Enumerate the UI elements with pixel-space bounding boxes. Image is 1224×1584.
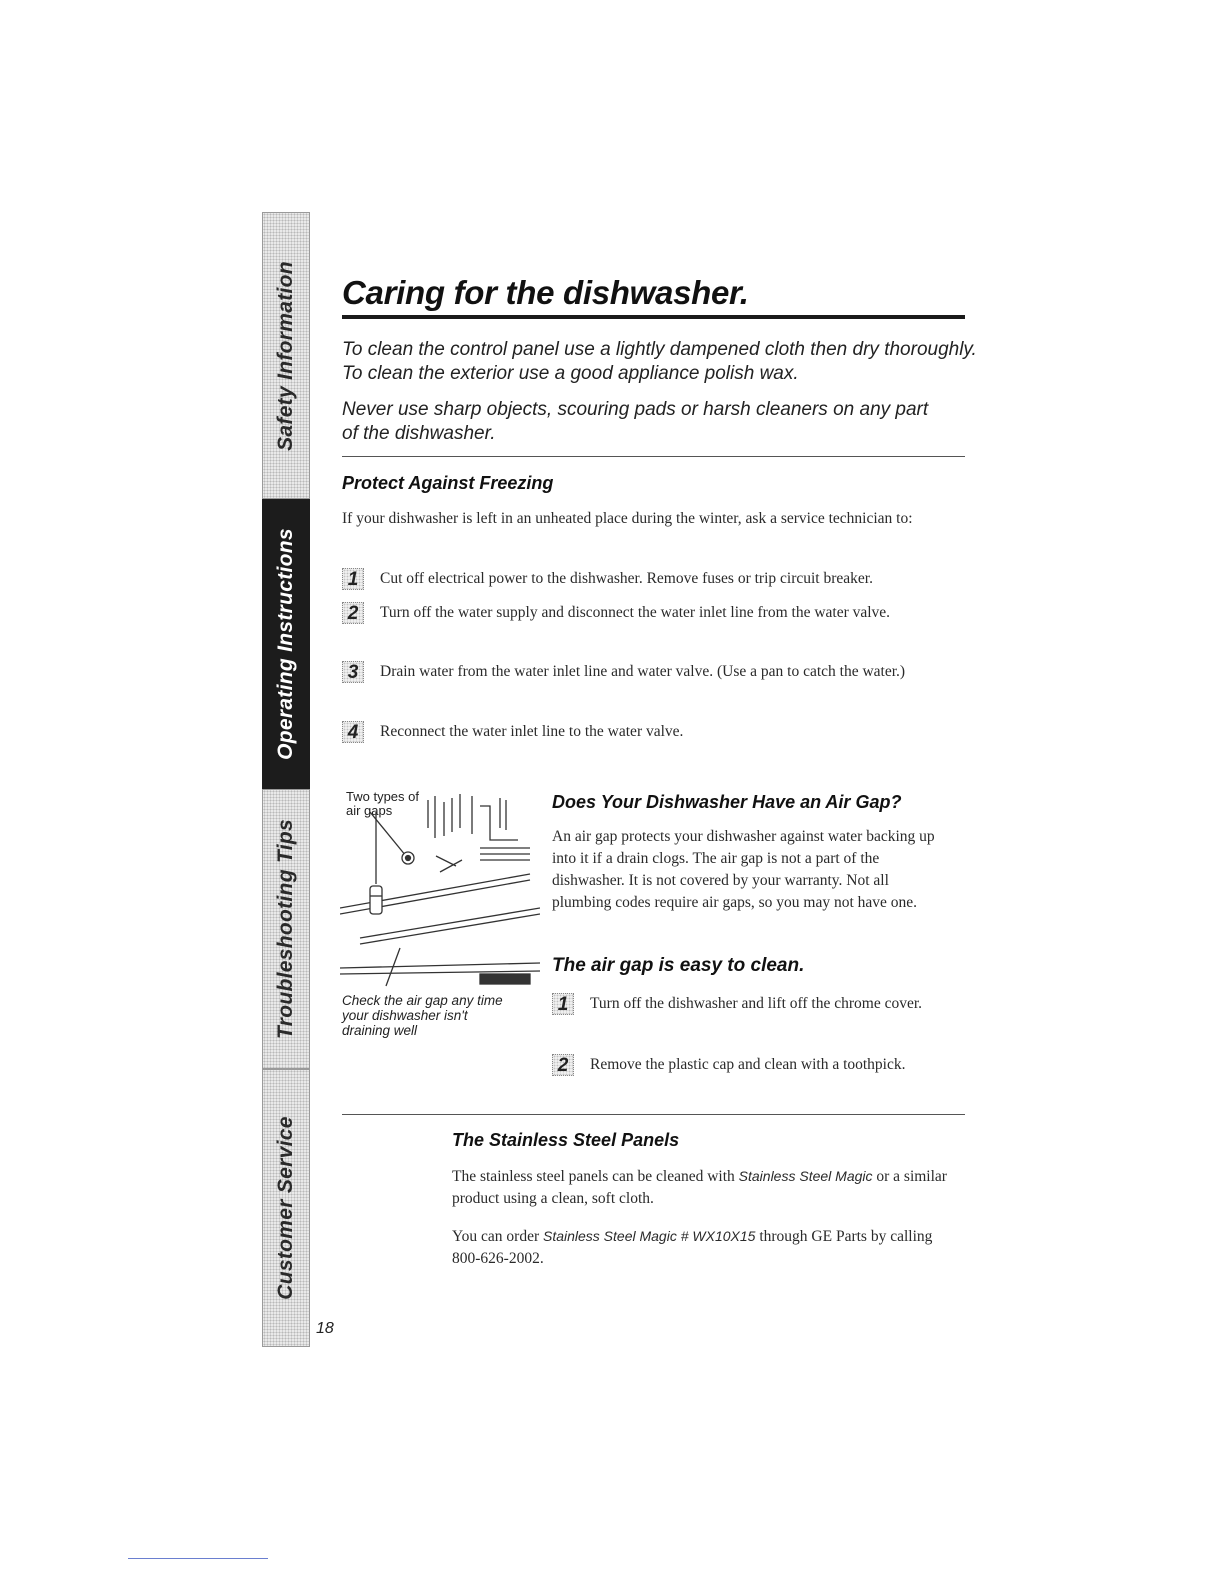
stainless-text: or a similar product using a clean, soft cloth. xyxy=(452,1168,947,1207)
page-title: Caring for the dishwasher. xyxy=(342,274,749,311)
step-number-badge: 1 xyxy=(342,568,364,590)
sidebar-tab-troubleshooting-tips[interactable] xyxy=(262,789,310,1069)
freezing-intro: If your dishwasher is left in an unheated place during the winter, ask a service technician to: xyxy=(342,510,913,527)
step-number-badge: 3 xyxy=(342,661,364,683)
air-gap-clean-heading: The air gap is easy to clean. xyxy=(552,955,805,976)
sidebar-tab-label: Customer Service xyxy=(274,1116,297,1300)
sidebar-tab-operating-instructions[interactable] xyxy=(262,499,310,789)
air-gap-text: An air gap protects your dishwasher against water backing up into it if a drain clogs. The air gap is not a part of the dishwasher. It is not covered by your warranty. Not all plumbing codes require air gaps, so you may not have one. xyxy=(552,828,935,911)
step-number-badge: 2 xyxy=(552,1054,574,1076)
step-text: Reconnect the water inlet line to the water valve. xyxy=(380,723,684,740)
intro-line: To clean the exterior use a good appliance polish wax. xyxy=(342,363,799,384)
stainless-heading: The Stainless Steel Panels xyxy=(452,1130,680,1150)
stainless-text: through GE Parts by calling 800-626-2002. xyxy=(452,1228,933,1267)
product-name: Stainless Steel Magic xyxy=(738,1168,873,1184)
sidebar-tab-safety-information[interactable] xyxy=(262,212,310,499)
step-text: Turn off the water supply and disconnect the water inlet line from the water valve. xyxy=(380,604,891,621)
freezing-heading: Protect Against Freezing xyxy=(342,473,554,493)
step-text: Drain water from the water inlet line and water valve. (Use a pan to catch the water.) xyxy=(380,663,906,680)
page-number: 18 xyxy=(316,1320,334,1337)
intro-warning: Never use sharp objects, scouring pads or harsh cleaners on any part of the dishwasher. xyxy=(342,399,929,444)
step-number-badge: 1 xyxy=(552,993,574,1015)
stainless-text: The stainless steel panels can be cleaned with xyxy=(452,1168,739,1185)
section-divider xyxy=(342,1114,965,1115)
air-gap-step xyxy=(552,993,952,1043)
intro-block xyxy=(342,338,982,446)
sidebar-tab-customer-service[interactable] xyxy=(262,1069,310,1347)
air-gap-drawing xyxy=(340,788,540,988)
intro-line: To clean the control panel use a lightly dampened cloth then dry thoroughly. xyxy=(342,339,977,360)
air-gap-step xyxy=(552,1054,952,1084)
step-number-badge: 2 xyxy=(342,602,364,624)
sidebar-tab-label: Operating Instructions xyxy=(274,528,297,760)
product-name: Stainless Steel Magic # WX10X15 xyxy=(542,1228,756,1244)
air-gap-illustration xyxy=(340,788,540,988)
stainless-paragraph xyxy=(452,1165,962,1210)
footer-rule xyxy=(128,1558,268,1559)
stainless-text: You can order xyxy=(452,1228,543,1245)
air-gap-caption: Check the air gap any time your dishwasher isn't draining well xyxy=(342,993,503,1038)
step-text: Cut off electrical power to the dishwasher. Remove fuses or trip circuit breaker. xyxy=(380,570,873,587)
air-gap-heading: Does Your Dishwasher Have an Air Gap? xyxy=(552,792,902,812)
figure-label: Two types of air gaps xyxy=(346,789,419,818)
step-text: Remove the plastic cap and clean with a toothpick. xyxy=(590,1056,906,1073)
title-rule xyxy=(342,315,965,319)
sidebar-tab-label: Troubleshooting Tips xyxy=(274,819,297,1039)
step-number-badge: 4 xyxy=(342,721,364,743)
sidebar-tab-label: Safety Information xyxy=(274,260,297,451)
step-text: Turn off the dishwasher and lift off the chrome cover. xyxy=(590,995,923,1012)
section-divider xyxy=(342,456,965,457)
stainless-order-paragraph xyxy=(452,1225,952,1270)
